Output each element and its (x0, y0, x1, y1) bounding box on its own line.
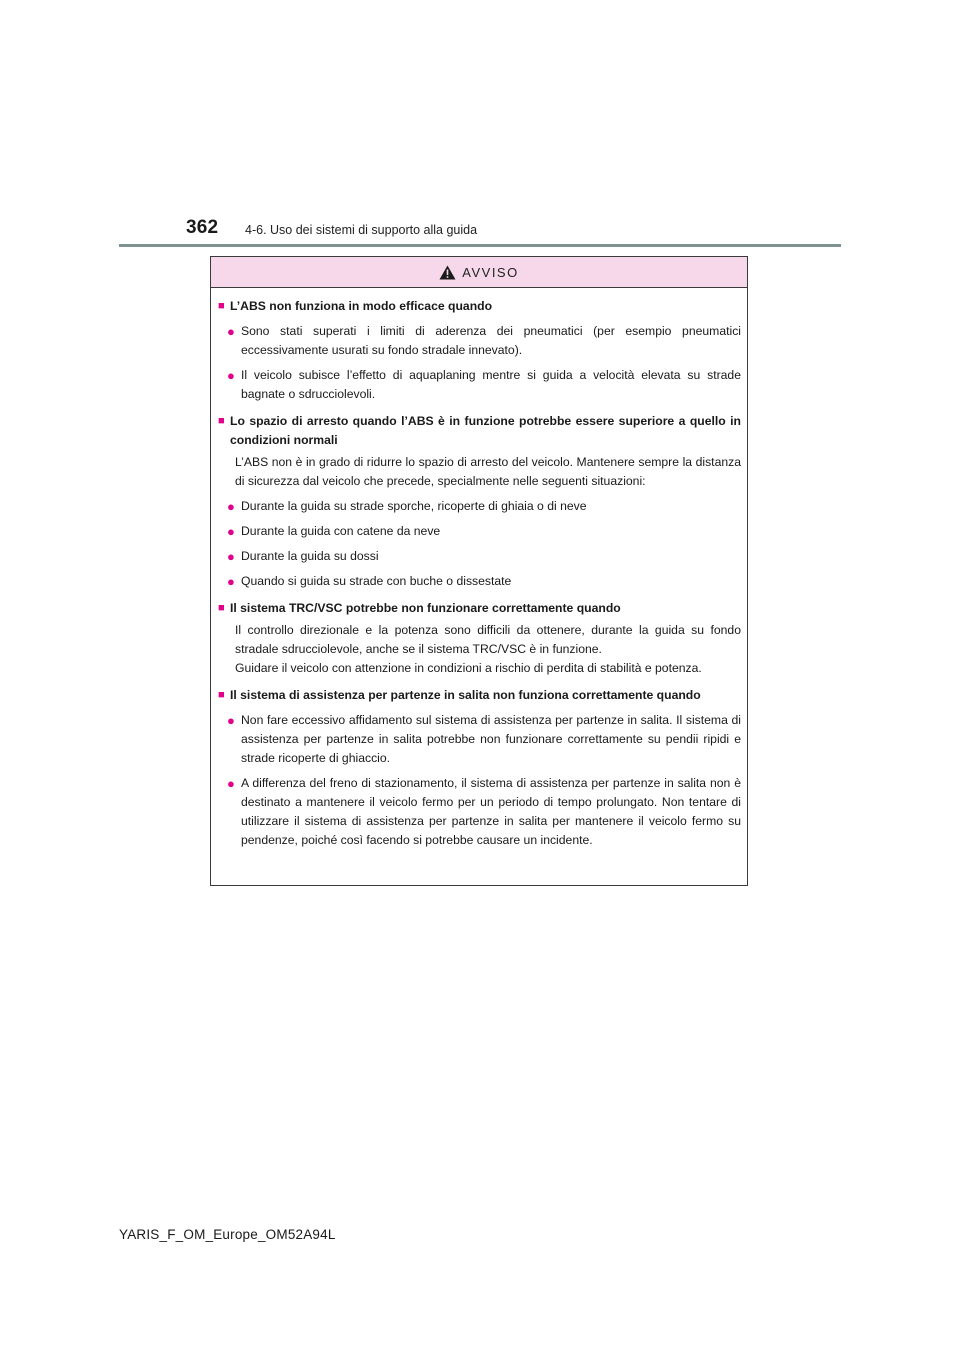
list-item-text: A differenza del freno di stazionamento, il sistema di assistenza per partenze in salita non è destinato a mantenere il veicolo fermo per un periodo di tempo prolungato. Non tentare di utilizzare il sistema di assistenza per partenze in salita per mantenere il veicolo fermo su pendenze, poiché così facendo si potrebbe causare un incidente. (241, 776, 741, 847)
square-bullet-icon: ■ (218, 689, 225, 701)
section-heading-text: Il sistema di assistenza per partenze in salita non funziona correttamente quando (230, 688, 701, 702)
footer-document-code: YARIS_F_OM_Europe_OM52A94L (119, 1227, 336, 1242)
list-item-text: Il veicolo subisce l’effetto di aquaplaning mentre si guida a velocità elevata su strade bagnate o sdrucciolevoli. (241, 368, 741, 401)
circle-bullet-icon: ● (227, 574, 235, 589)
list-item (227, 547, 741, 566)
warning-box (210, 256, 748, 886)
section-heading (218, 297, 741, 316)
list-item-text: Sono stati superati i limiti di aderenza dei pneumatici (per esempio pneumatici eccessivamente usurati su fondo stradale innevato). (241, 324, 741, 357)
list-item (227, 497, 741, 516)
circle-bullet-icon: ● (227, 713, 235, 728)
warning-label: AVVISO (462, 264, 519, 280)
section-heading (218, 599, 741, 618)
circle-bullet-icon: ● (227, 368, 235, 383)
list-item (227, 572, 741, 591)
header-rule (119, 244, 841, 247)
list-item (227, 322, 741, 360)
section-paragraph: L’ABS non è in grado di ridurre lo spazio di arresto del veicolo. Mantenere sempre la distanza di sicurezza dal veicolo che precede, specialmente nelle seguenti situazioni: (235, 455, 741, 488)
list-item (227, 711, 741, 768)
circle-bullet-icon: ● (227, 324, 235, 339)
square-bullet-icon: ■ (218, 415, 225, 427)
section-paragraph: Il controllo direzionale e la potenza sono difficili da ottenere, durante la guida su fondo stradale sdrucciolevole, anche se il sistema TRC/VSC è in funzione. (235, 623, 741, 656)
section-title: 4-6. Uso dei sistemi di supporto alla guida (245, 223, 478, 237)
list-item-text: Durante la guida con catene da neve (241, 524, 441, 538)
section-paragraph: Guidare il veicolo con attenzione in condizioni a rischio di perdita di stabilità e potenza. (235, 661, 702, 675)
square-bullet-icon: ■ (218, 602, 225, 614)
circle-bullet-icon: ● (227, 549, 235, 564)
section-heading-text: Lo spazio di arresto quando l’ABS è in funzione potrebbe essere superiore a quello in condizioni normali (230, 414, 741, 447)
warning-triangle-icon (439, 265, 456, 280)
warning-body (211, 288, 747, 850)
section-heading (218, 412, 741, 450)
list-item-text: Non fare eccessivo affidamento sul sistema di assistenza per partenze in salita. Il sistema di assistenza per partenze in salita potrebbe non funzionare correttamente su pendii ripidi e strade ricoperte di ghiaccio. (241, 713, 741, 765)
square-bullet-icon: ■ (218, 300, 225, 312)
section-heading-text: L’ABS non funziona in modo efficace quando (230, 299, 493, 313)
list-item (227, 774, 741, 850)
warning-header (211, 257, 747, 288)
list-item (227, 522, 741, 541)
circle-bullet-icon: ● (227, 524, 235, 539)
list-item-text: Durante la guida su strade sporche, ricoperte di ghiaia o di neve (241, 499, 587, 513)
page-number: 362 (186, 217, 219, 238)
section-heading (218, 686, 741, 705)
circle-bullet-icon: ● (227, 776, 235, 791)
list-item-text: Durante la guida su dossi (241, 549, 379, 563)
section-heading-text: Il sistema TRC/VSC potrebbe non funzionare correttamente quando (230, 601, 621, 615)
list-item (227, 366, 741, 404)
circle-bullet-icon: ● (227, 499, 235, 514)
list-item-text: Quando si guida su strade con buche o dissestate (241, 574, 512, 588)
